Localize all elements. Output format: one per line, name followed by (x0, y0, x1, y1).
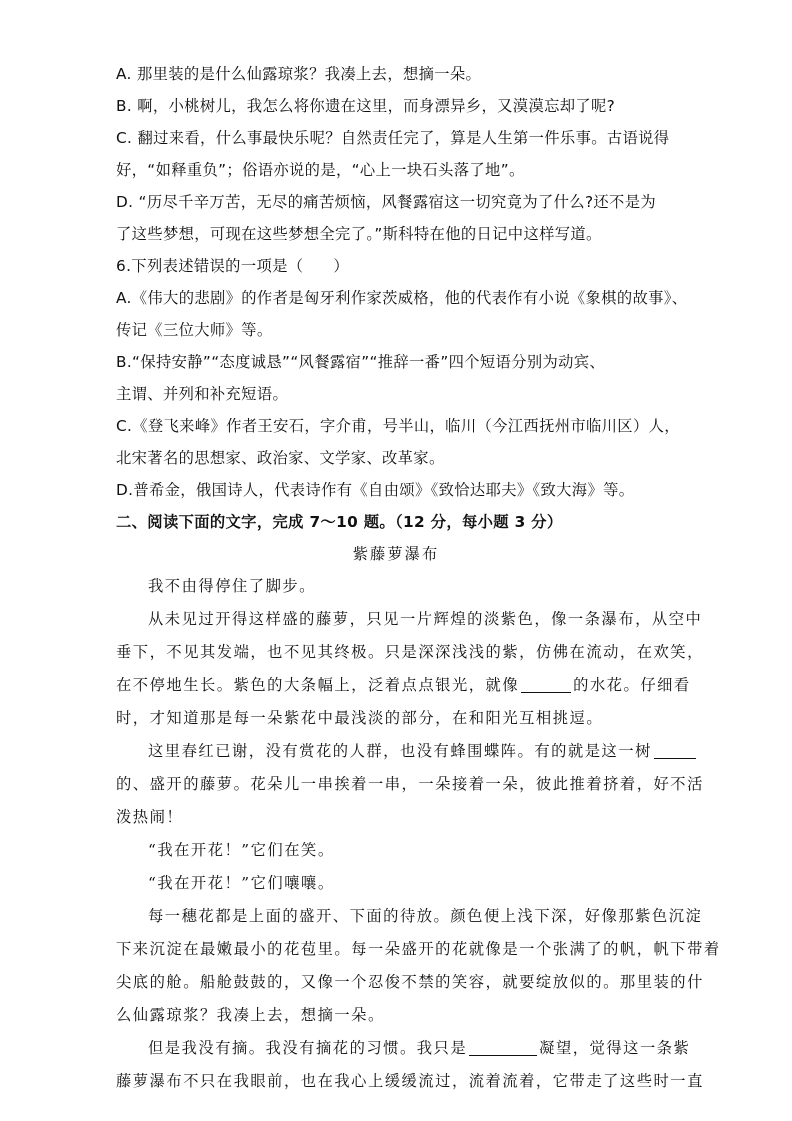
passage-p7-line-1-a: 但是我没有摘。我没有摘花的习惯。我只是 (148, 1039, 468, 1057)
option-c-line-2: 好，“如释重负”；俗语亦说的是，“心上一块石头落了地”。 (116, 161, 525, 179)
passage-p6-line-2: 下来沉淀在最嫩最小的花苞里。每一朵盛开的花就像是一个张满了的帆，帆下带着 (116, 940, 721, 958)
fill-blank-1 (521, 674, 571, 693)
passage-p7-line-1 (116, 1032, 691, 1065)
q6-option-c-line-1: C.《登飞来峰》作者王安石，字介甫，号半山，临川（今江西抚州市临川区）人， (116, 417, 680, 435)
q6-option-a-line-1: A.《伟大的悲剧》的作者是匈牙利作家茨威格，他的代表作有小说《象棋的故事》、 (116, 289, 688, 307)
passage-p2-line-3-a: 在不停地生长。紫色的大条幅上，泛着点点银光，就像 (116, 676, 520, 694)
question-6-stem-text: 6.下列表述错误的一项是（ (116, 257, 304, 275)
passage-p1: 我不由得停住了脚步。 (148, 577, 316, 595)
q6-option-c-line-2: 北宋著名的思想家、政治家、文学家、改革家。 (116, 449, 445, 467)
q6-option-b-line-1: B.“保持安静”“态度诚恳”“风餐露宿”“推辞一番”四个短语分别为动宾、 (116, 353, 606, 371)
option-c-line-1: C. 翻过来看，什么事最快乐呢？自然责任完了，算是人生第一件乐事。古语说得 (116, 129, 670, 147)
passage-p6-line-4: 么仙露琼浆？我凑上去，想摘一朵。 (116, 1006, 385, 1024)
passage-p4: “我在开花！”它们在笑。 (148, 841, 335, 859)
option-d-line-1: D. “历尽千辛万苦，无尽的痛苦烦恼，风餐露宿这一切究竟为了什么?还不是为 (116, 193, 656, 211)
fill-blank-2 (654, 740, 696, 759)
passage-p5: “我在开花！”它们嚷嚷。 (148, 874, 335, 892)
passage-p6-line-1: 每一穗花都是上面的盛开、下面的待放。颜色便上浅下深，好像那紫色沉淀 (148, 907, 703, 925)
option-b-line: B. 啊，小桃树儿，我怎么将你遗在这里，而身漂异乡，又漠漠忘却了呢? (116, 97, 616, 115)
passage-title: 紫藤萝瀑布 (352, 545, 440, 563)
question-6-stem-close: ） (333, 257, 350, 275)
option-a-line: A. 那里装的是什么仙露琼浆？我凑上去，想摘一朵。 (116, 65, 482, 83)
option-d-line-2: 了这些梦想，可现在这些梦想全完了。”斯科特在他的日记中这样写道。 (116, 225, 602, 243)
passage-p2-line-4: 时，才知道那是每一朵紫花中最浅淡的部分，在和阳光互相挑逗。 (116, 709, 604, 727)
passage-p2-line-1: 从未见过开得这样盛的藤萝，只见一片辉煌的淡紫色，像一条瀑布，从空中 (148, 610, 703, 628)
passage-p7-line-2: 藤萝瀑布不只在我眼前，也在我心上缓缓流过，流着流着，它带走了这些时一直 (116, 1072, 704, 1090)
passage-p2-line-2: 垂下，不见其发端，也不见其终极。只是深深浅浅的紫，仿佛在流动，在欢笑， (116, 643, 704, 661)
passage-p3-line-1 (116, 735, 676, 768)
passage-p2-line-3 (116, 669, 691, 702)
document-page (116, 58, 721, 1098)
section-2-heading: 二、阅读下面的文字，完成 7～10 题。（12 分，每小题 3 分） (116, 513, 563, 531)
passage-p7-line-1-b: 凝望，觉得这一条紫 (539, 1039, 691, 1057)
passage-p2-line-3-b: 的水花。仔细看 (573, 676, 691, 694)
fill-blank-3 (469, 1037, 537, 1056)
q6-option-d-line: D.普希金，俄国诗人，代表诗作有《自由颂》《致恰达耶夫》《致大海》等。 (116, 481, 635, 499)
passage-p3-line-1-a: 这里春红已谢，没有赏花的人群，也没有蜂围蝶阵。有的就是这一树 (148, 742, 652, 760)
passage-p3-line-2: 的、盛开的藤萝。花朵儿一串挨着一串，一朵接着一朵，彼此推着挤着，好不活 (116, 775, 704, 793)
passage-p3-line-3: 泼热闹！ (116, 808, 184, 826)
q6-option-a-line-2: 传记《三位大师》等。 (116, 321, 273, 339)
question-6-stem (116, 250, 676, 282)
q6-option-b-line-2: 主谓、并列和补充短语。 (116, 385, 289, 403)
passage-p6-line-3: 尖底的舱。船舱鼓鼓的，又像一个忍俊不禁的笑容，就要绽放似的。那里装的什 (116, 973, 704, 991)
